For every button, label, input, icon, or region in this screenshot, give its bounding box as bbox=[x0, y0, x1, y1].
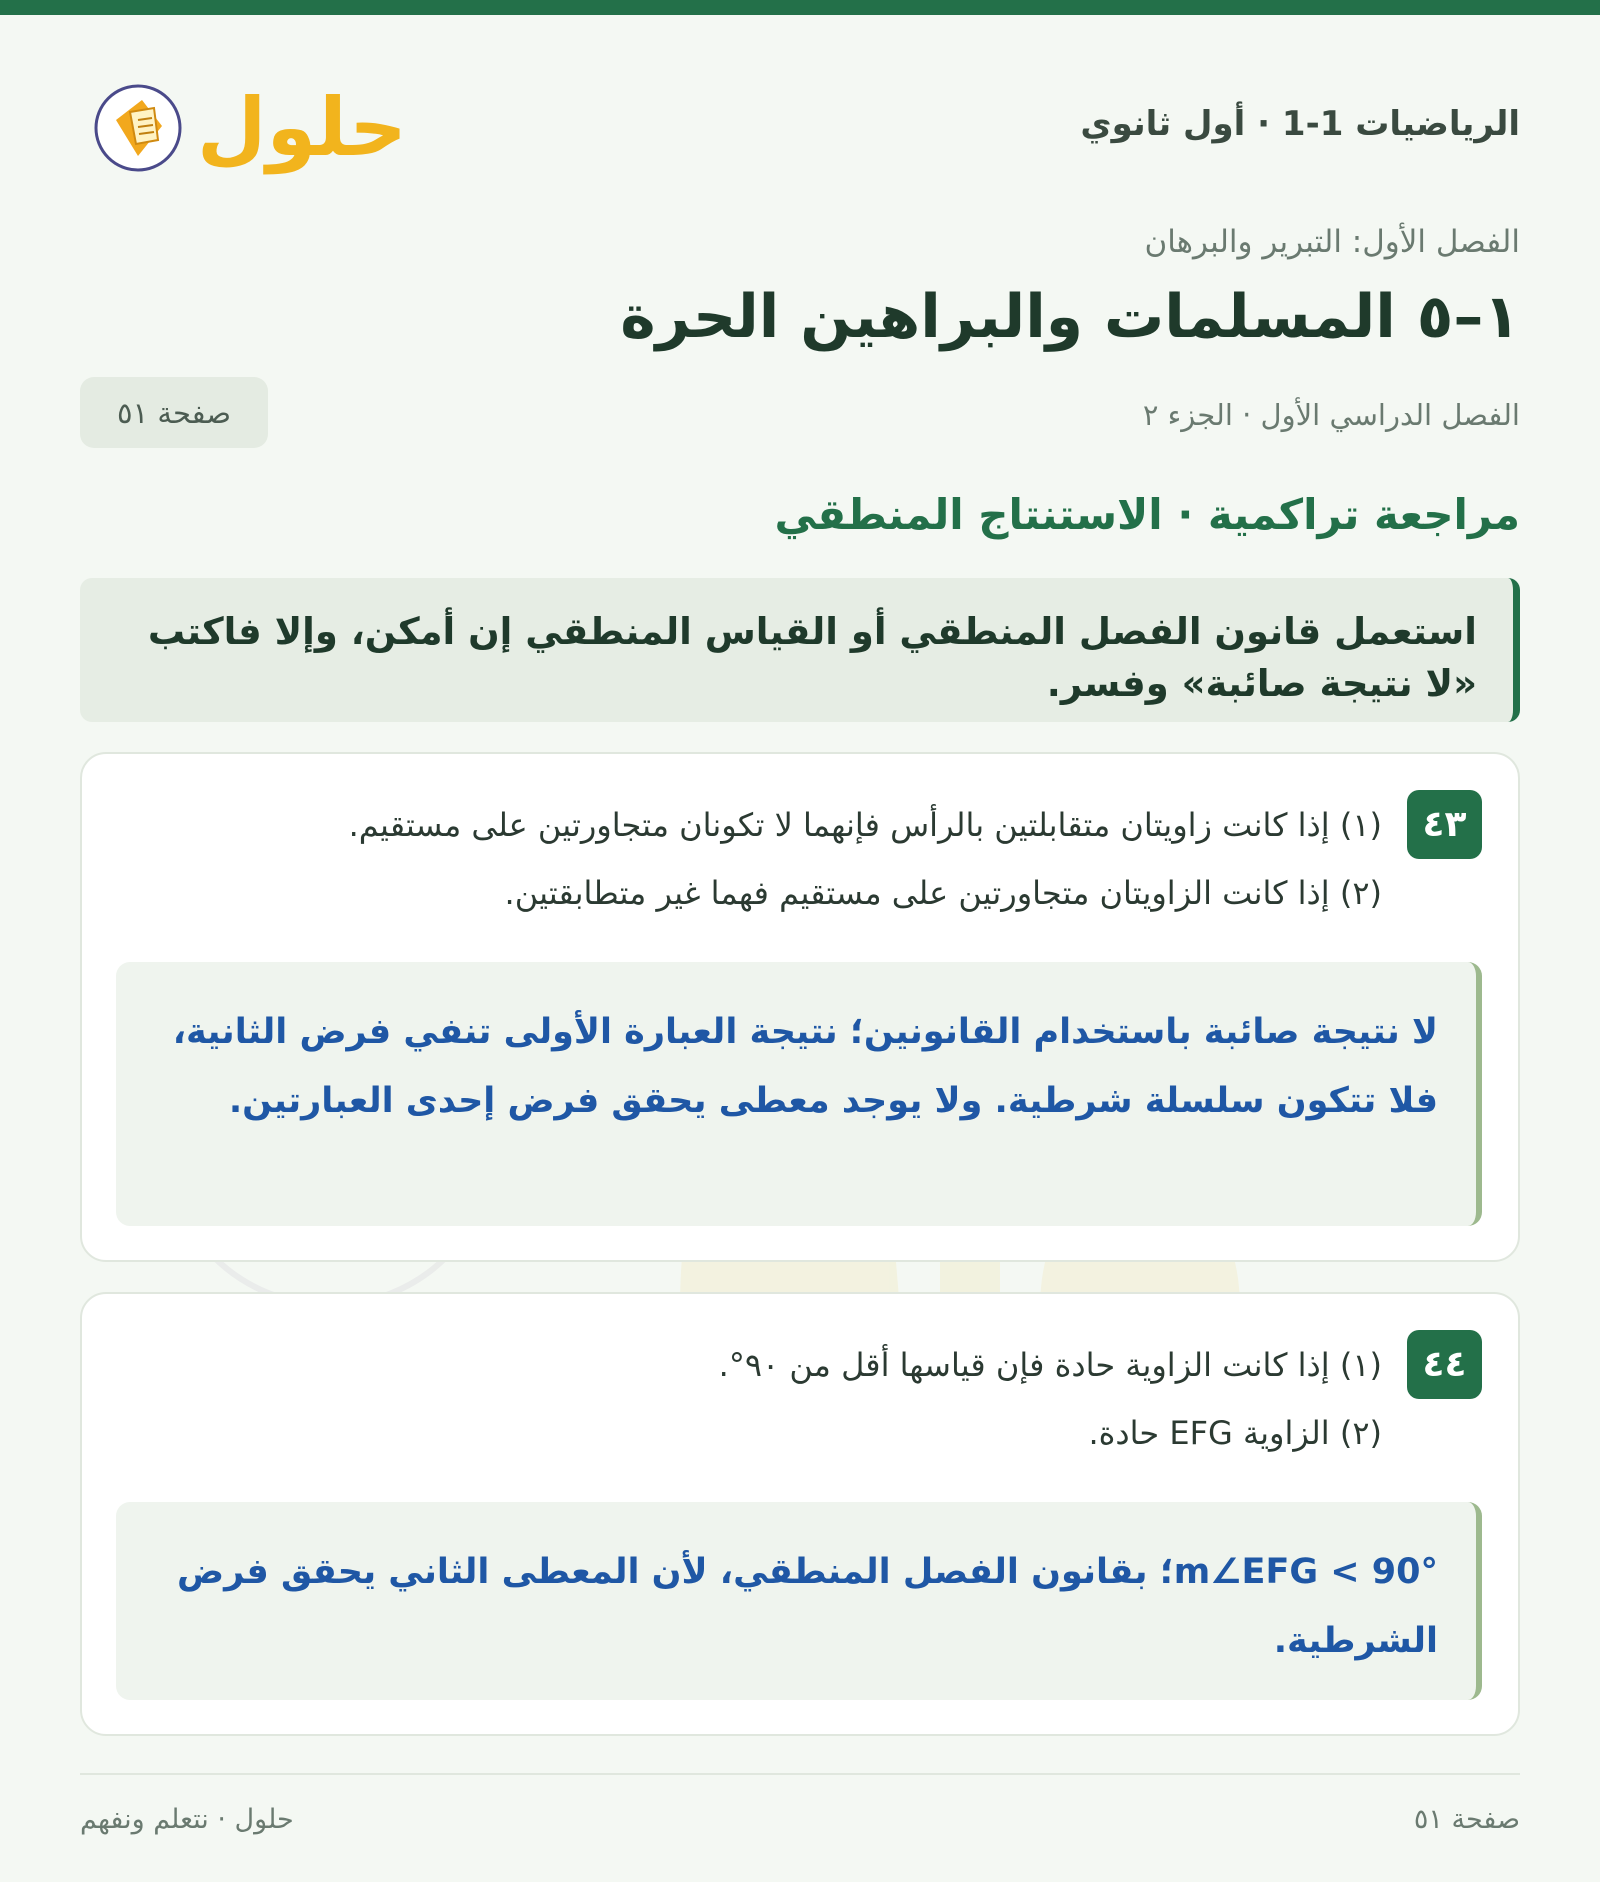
lesson-title: ١–٥ المسلمات والبراهين الحرة bbox=[620, 282, 1520, 352]
footer-tagline: حلول · نتعلم ونفهم bbox=[80, 1804, 294, 1835]
section-heading: مراجعة تراكمية · الاستنتاج المنطقي bbox=[774, 490, 1520, 539]
instruction-box: استعمل قانون الفصل المنطقي أو القياس المنطقي إن أمكن، وإلا فاكتب «لا نتيجة صائبة» وفسر. bbox=[80, 578, 1520, 722]
logo-text: حلول bbox=[197, 81, 407, 174]
footer-page-number: صفحة ٥١ bbox=[1413, 1804, 1520, 1835]
page-header bbox=[80, 60, 1520, 180]
top-accent-bar bbox=[0, 0, 1600, 15]
exercise-number: ٤٣ bbox=[1407, 790, 1482, 859]
subject-label: الرياضيات 1-1 · أول ثانوي bbox=[1080, 104, 1520, 144]
hulul-logo[interactable] bbox=[80, 60, 407, 180]
exercise-statement: (١) إذا كانت الزاوية حادة فإن قياسها أقل من ٩٠°. bbox=[718, 1346, 1382, 1384]
exercise-statement: (٢) الزاوية EFG حادة. bbox=[1088, 1414, 1382, 1452]
footer-divider bbox=[80, 1773, 1520, 1775]
chapter-label: الفصل الأول: التبرير والبرهان bbox=[1144, 224, 1520, 260]
exercise-statement: (٢) إذا كانت الزاويتان متجاورتين على مستقيم فهما غير متطابقتين. bbox=[504, 874, 1382, 912]
exercise-number: ٤٤ bbox=[1407, 1330, 1482, 1399]
exercise-card bbox=[80, 1292, 1520, 1736]
page-badge: صفحة ٥١ bbox=[80, 377, 268, 448]
semester-label: الفصل الدراسي الأول · الجزء ٢ bbox=[1142, 398, 1520, 432]
answer-box: لا نتيجة صائبة باستخدام القانونين؛ نتيجة العبارة الأولى تنفي فرض الثانية، فلا تتكون سلسلة شرطية. ولا يوجد معطى يحقق فرض إحدى العبارتين. bbox=[116, 962, 1482, 1226]
exercise-card bbox=[80, 752, 1520, 1262]
exercise-statement: (١) إذا كانت زاويتان متقابلتين بالرأس فإنهما لا تكونان متجاورتين على مستقيم. bbox=[348, 806, 1382, 844]
answer-box: m∠EFG < 90°؛ بقانون الفصل المنطقي، لأن المعطى الثاني يحقق فرض الشرطية. bbox=[116, 1502, 1482, 1700]
